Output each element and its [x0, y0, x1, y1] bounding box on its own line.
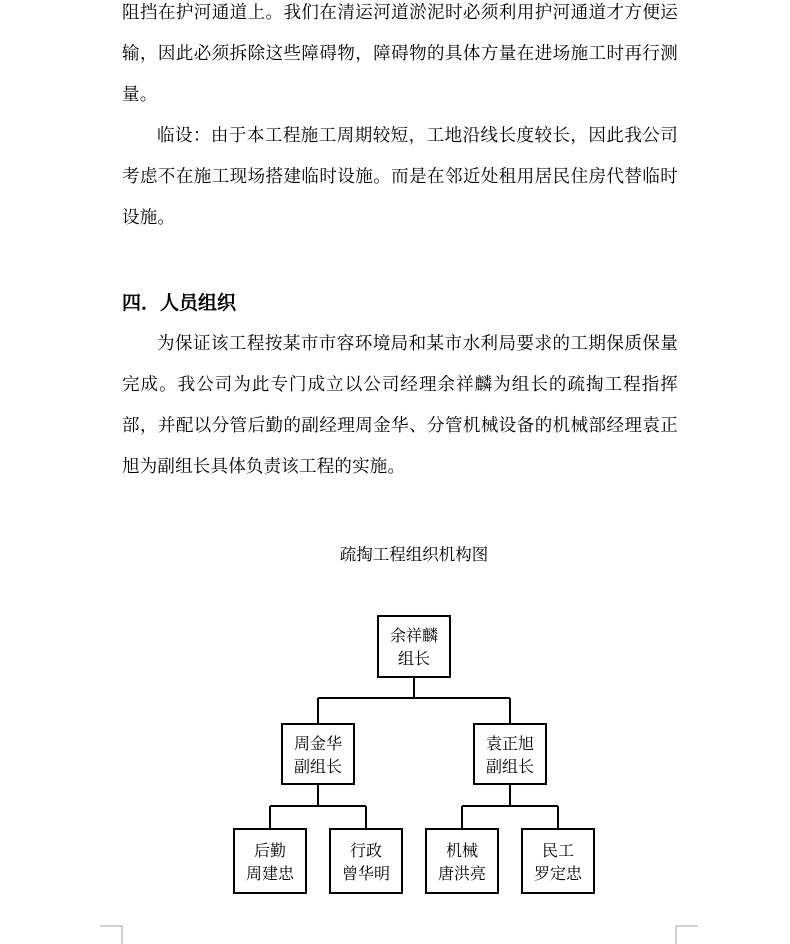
org-node-dept-1-box [234, 829, 306, 893]
org-node-deputy-2-name: 袁正旭 [485, 734, 535, 753]
paragraph-continuation: 阻挡在护河通道上。我们在清运河道淤泥时必须利用护河通道才方便运输，因此必须拆除这些障碍物，障碍物的具体方量在进场施工时再行测量。 [122, 3, 678, 105]
org-node-dept-3-box [426, 829, 498, 893]
org-node-deputy-2 [474, 724, 546, 784]
org-node-dept-3 [426, 829, 498, 893]
org-node-dept-4-name: 罗定忠 [533, 864, 583, 883]
org-chart-title: 疏掏工程组织机构图 [339, 545, 489, 564]
org-node-dept-3-dept: 机械 [445, 841, 479, 860]
org-node-dept-1-name: 周建忠 [245, 864, 295, 883]
org-node-deputy-2-role: 副组长 [485, 757, 535, 776]
org-node-dept-4 [522, 829, 594, 893]
org-node-deputy-1-role: 副组长 [293, 757, 343, 776]
org-node-dept-2 [330, 829, 402, 893]
org-node-dept-2-dept: 行政 [349, 841, 383, 860]
org-node-deputy-1 [282, 724, 354, 784]
org-node-root-name: 余祥麟 [389, 626, 439, 645]
corner-mark-left [100, 926, 122, 944]
org-node-dept-2-box [330, 829, 402, 893]
org-node-dept-2-name: 曾华明 [341, 864, 391, 883]
org-node-dept-1 [234, 829, 306, 893]
page-corner-marks [100, 926, 698, 944]
org-node-dept-4-box [522, 829, 594, 893]
org-node-deputy-1-name: 周金华 [293, 734, 343, 753]
corner-mark-right [676, 926, 698, 944]
org-node-root-role: 组长 [397, 649, 431, 668]
org-node-dept-4-dept: 民工 [541, 841, 575, 860]
section-heading: 四．人员组织 [122, 292, 237, 314]
paragraph-temporary-facilities: 临设：由于本工程施工周期较短，工地沿线长度较长，因此我公司考虑不在施工现场搭建临时设施。而是在邻近处租用居民住房代替临时设施。 [122, 126, 678, 228]
org-node-dept-1-dept: 后勤 [253, 841, 287, 860]
paragraph-personnel-organization: 为保证该工程按某市市容环境局和某市水利局要求的工期保质保量完成。我公司为此专门成立以公司经理余祥麟为组长的疏掏工程指挥部，并配以分管后勤的副经理周金华、分管机械设备的机械部经理袁正旭为副组长具体负责该工程的实施。 [122, 334, 678, 477]
org-node-root [378, 616, 450, 677]
org-node-dept-3-name: 唐洪亮 [437, 864, 487, 883]
